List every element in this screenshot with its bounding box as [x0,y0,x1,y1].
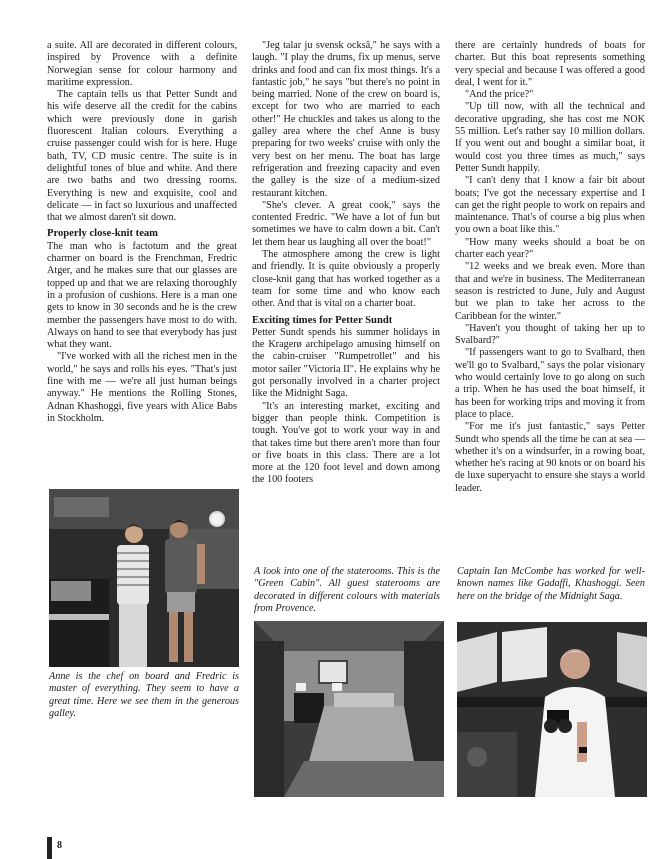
text-column-1 [47,40,237,425]
text-column-2 [252,40,440,487]
section-heading: Exciting times for Petter Sundt [252,314,393,326]
stateroom-photo-caption: A look into one of the staterooms. This is the "Green Cabin". All guest staterooms are decorated in different colours with materials from Provence. [254,566,440,614]
paragraph: "I've worked with all the richest men in the world," he says and rolls his eyes. "That's just fine with me — we're all just human beings anyway." He mentions the Rolling Stones, Adnan Khashoggi, five years with Alice Babs in Stockholm. [47,351,237,424]
paragraph: "She's clever. A great cook," says the contented Fredric. "We have a lot of fun but sometimes we have to calm down a bit. Can't let them hear us laughing all over the boat!" [252,199,440,248]
paragraph: "And the price?" [465,89,534,101]
paragraph: "12 weeks and we break even. More than that and we're in business. The Mediterranean season is restricted to June, July and August but we plan to take her across to the Caribbean for the winter." [455,261,645,322]
bridge-photo [457,622,647,797]
section-heading: Properly close-knit team [47,228,159,240]
paragraph: a suite. All are decorated in different colours, inspired by Provence with a definite Norwegian sense for colour harmony and maritime expression. [47,40,237,88]
paragraph: Petter Sundt spends his summer holidays in the Kragerø archipelago amusing himself on the cabin-cruiser "Rumpetrollet" and his motor sailer "Victoria II". He explains why he got personally involved in a charter project like the Midnight Saga. [252,326,440,400]
paragraph: The atmosphere among the crew is light and friendly. It is quite obviously a properly close-knit gang that has worked together as a team for some time and who know each other. And that is vital on a charter boat. [252,249,440,310]
paragraph: "For me it's just fantastic," says Petter Sundt who spends all the time he can at sea — whether it's on a windsurfer, in a rowing boat, whether he's racing at 90 knots or on board his de luxe superyacht to ensure she stays a world leader. [455,421,645,494]
paragraph: "I can't deny that I know a fair bit about boats; I've got the necessary expertise and I can get the right people to work on repairs and maintenance. That's of course a big plus when you own a boat like this." [455,175,645,236]
paragraph: "Up till now, with all the technical and decorative upgrading, she has cost me NOK 55 million. Let's rather say 10 million dollars. If you went out and bought a similar boat, it would cost you three times as much," says Petter Sundt happily. [455,101,645,174]
paragraph: "Haven't you thought of taking her up to Svalbard?" [455,322,645,347]
paragraph: The man who is factotum and the great charmer on board is the Frenchman, Fredric Atger, and he makes sure that our glasses are topped up and that we are relaxing thoroughly in a profusion of cushions. Here is a man one gets to know in 30 seconds and he is the crew member the passengers have most to do with. Always on hand to see that everybody has just what they want. [47,240,237,351]
paragraph: The captain tells us that Petter Sundt and his wife deserve all the credit for the cabins which were previously done in garish fluorescent Italian colours. Everything a cruise passenger could wish for is here. Huge bath, TV, CD music centre. The suite is in delightful tones of blue and white. And there are two baths and two dressing rooms. Everything is new and exquisite, cool and delicate — in fact so luxurious and unaffected that we almost daren't sit down. [47,89,237,224]
galley-photo [49,489,239,667]
paragraph: there are certainly hundreds of boats for charter. But this boat represents something very special and because I was offered a good deal, I went for it." [455,40,645,88]
stateroom-photo [254,621,444,797]
page-number-bar [47,837,52,859]
galley-photo-caption: Anne is the chef on board and Fredric is master of everything. They seem to have a great time. Here we see them in the generous galley. [49,671,239,719]
paragraph: "How many weeks should a boat be on charter each year?" [455,236,645,261]
paragraph: "It's an interesting market, exciting and bigger than people think. Competition is tough. You've got to work your way in and that takes time but there aren't more than four or five boats in this class. There are a lot more at the 120 foot level and down among the 100 footers [252,400,440,486]
text-column-3 [455,40,645,495]
bridge-photo-caption: Captain Ian McCombe has worked for well-known names like Gadaffi, Khashoggi. Seen here on the bridge of the Midnight Saga. [457,566,645,602]
paragraph: "If passengers want to go to Svalbard, then we'll go to Svalbard," says the polar visionary who would certainly love to go along on such a trip. When he has used the boat himself, it has been for working trips and moving it from place to place. [455,347,645,420]
paragraph: "Jeg talar ju svensk ocksâ," he says with a laugh. "I play the drums, fix up menus, serve drinks and food and can fix most things. It's a fantastic job," he says "but there's no point in being married. None of the crew on board is, except for two who are married to each other!" He chuckles and takes us along to the galley area where the chef Anne is busy preparing for two weeks' cruise with only the very best on her menu. The boat has large refrigeration and freezing capacity and even the galley is the size of a medium-sized restaurant kitchen. [252,40,440,199]
page-number: 8 [57,840,62,851]
